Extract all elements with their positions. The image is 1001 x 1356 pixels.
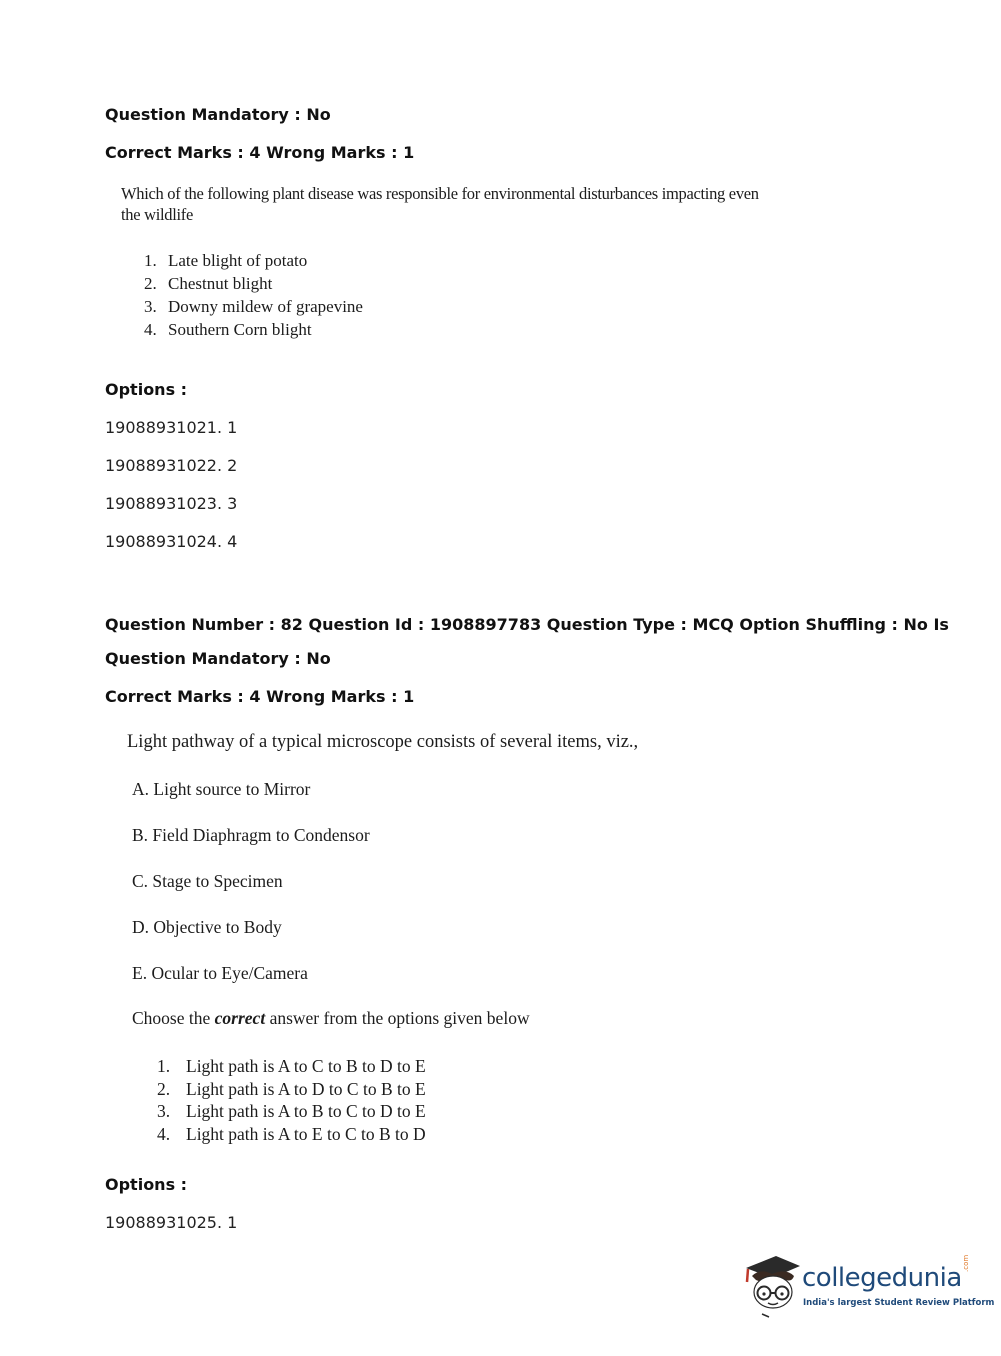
q2-instruction-post: answer from the options given below (265, 1008, 530, 1028)
q1-options-label: Options : (105, 380, 188, 399)
q1-choice-text: Chestnut blight (168, 274, 273, 293)
q2-header: Question Number : 82 Question Id : 1908897783 Question Type : MCQ Option Shuffling : No Is (105, 615, 949, 634)
q2-choice-text: Light path is A to C to B to D to E (186, 1056, 426, 1076)
q2-options-label: Options : (105, 1175, 188, 1194)
q2-instruction-emphasis: correct (214, 1008, 266, 1028)
q1-choice-text: Southern Corn blight (168, 320, 312, 339)
q1-choice-number: 1. (144, 251, 157, 270)
q1-choice (144, 318, 363, 341)
q1-choice (144, 272, 363, 295)
q2-item: E. Ocular to Eye/Camera (132, 963, 308, 983)
q2-choice-text: Light path is A to E to C to B to D (186, 1123, 426, 1144)
q2-item: A. Light source to Mirror (132, 779, 311, 799)
collegedunia-logo[interactable] (742, 1250, 995, 1320)
q2-instruction-pre: Choose the (132, 1008, 215, 1028)
q2-item: C. Stage to Specimen (132, 871, 283, 891)
q2-choice (157, 1055, 426, 1078)
q1-stem (121, 183, 759, 225)
logo-suffix: .com (962, 1254, 970, 1272)
q1-option: 19088931021. 1 (105, 418, 238, 437)
q1-option: 19088931022. 2 (105, 456, 238, 475)
q1-stem-line2: the wildlife (121, 205, 194, 224)
q2-choice-text: Light path is A to D to C to B to E (186, 1078, 426, 1099)
q2-choice-number: 3. (157, 1101, 171, 1121)
q2-item: D. Objective to Body (132, 917, 282, 937)
q1-choice-number: 3. (144, 297, 157, 316)
logo-tagline: India's largest Student Review Platform (803, 1298, 995, 1308)
q1-option: 19088931024. 4 (105, 532, 238, 551)
q1-choice (144, 249, 363, 272)
q2-instruction (132, 1008, 530, 1029)
q2-choice (157, 1123, 426, 1146)
q2-choice-number: 2. (157, 1078, 171, 1099)
q1-marks: Correct Marks : 4 Wrong Marks : 1 (105, 143, 415, 162)
q2-choice-list (157, 1055, 426, 1145)
q2-choice-text: Light path is A to B to C to D to E (186, 1101, 426, 1121)
q2-choice (157, 1100, 426, 1123)
q2-choice (157, 1078, 426, 1101)
q1-stem-line1: Which of the following plant disease was responsible for environmental disturbances impacting even (121, 184, 759, 203)
q1-mandatory: Question Mandatory : No (105, 105, 331, 124)
q1-choice-text: Downy mildew of grapevine (168, 297, 363, 316)
q2-marks: Correct Marks : 4 Wrong Marks : 1 (105, 687, 415, 706)
q1-choice (144, 295, 363, 318)
q2-stem: Light pathway of a typical microscope consists of several items, viz., (127, 732, 639, 752)
q1-choice-text: Late blight of potato (168, 251, 308, 270)
student-mascot-icon (742, 1250, 804, 1320)
q1-choice-list (144, 249, 363, 341)
q2-mandatory: Question Mandatory : No (105, 649, 331, 668)
q2-item: B. Field Diaphragm to Condensor (132, 825, 370, 845)
q2-option: 19088931025. 1 (105, 1213, 238, 1232)
q2-choice-number: 1. (157, 1056, 171, 1076)
q1-choice-number: 4. (144, 320, 157, 339)
q1-choice-number: 2. (144, 274, 157, 293)
logo-brand-text: collegedunia (802, 1263, 962, 1293)
q1-option: 19088931023. 3 (105, 494, 238, 513)
q2-choice-number: 4. (157, 1123, 171, 1144)
